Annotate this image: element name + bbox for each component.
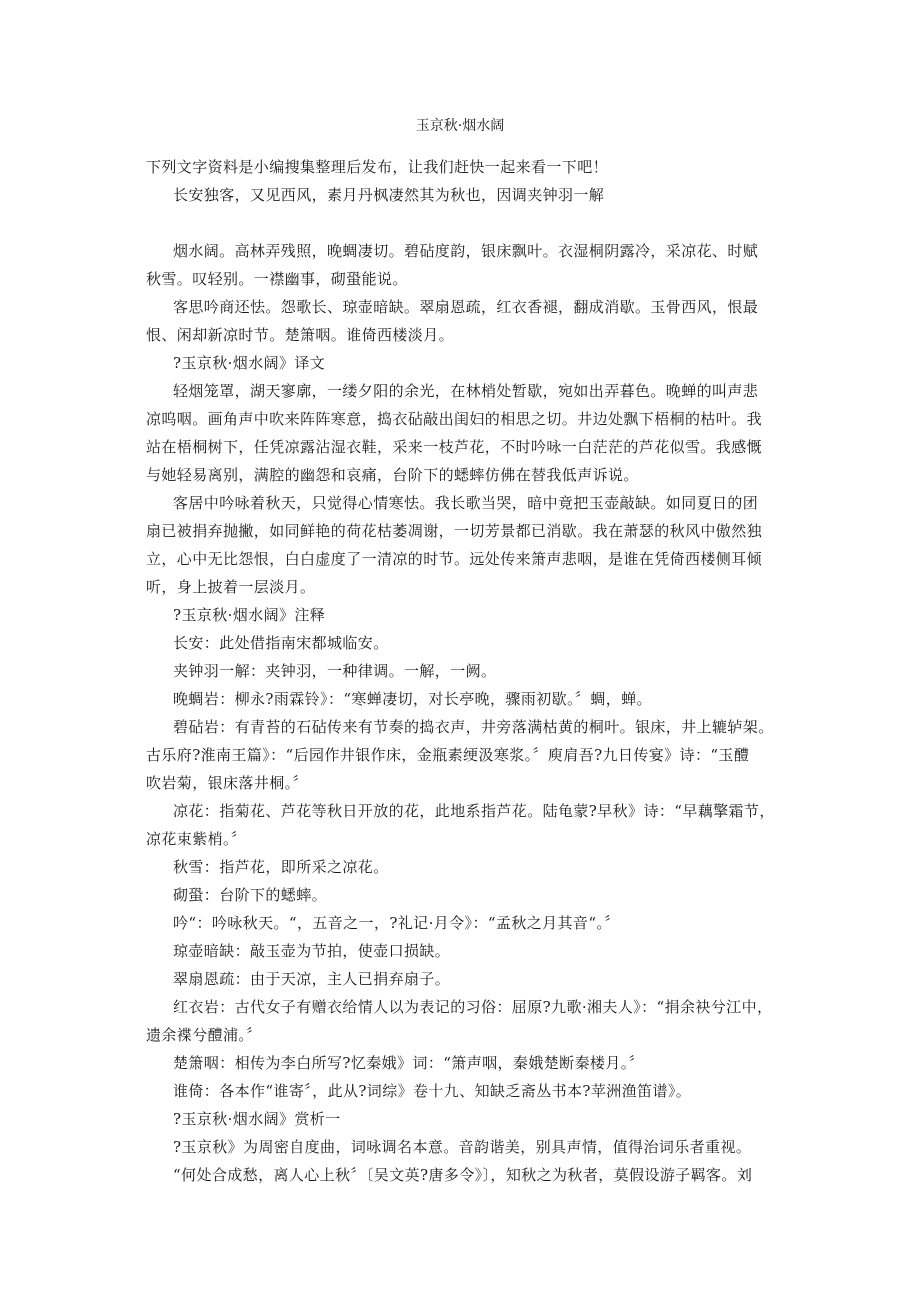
text-line: 吟“：吟咏秋天。“，五音之一，?礼记·月令》：“孟秋之月其音“。〞 [173,914,620,932]
text-line: 下列文字资料是小编搜集整理后发布，让我们赶快一起来看一下吧！ [146,158,609,176]
text-line: 客居中吟咏着秋天，只觉得心情寒怯。我长歌当哭，暗中竟把玉壶敲缺。如同夏日的团 [173,494,759,512]
text-line: ?玉京秋·烟水阔》注释 [173,606,326,624]
text-line: “何处合成愁，离人心上秋〞〔吴文英?唐多令》〕，知秋之为秋者，莫假设游子羁客。刘 [173,1166,753,1184]
text-line: 碧砧岩：有青苔的石砧传来有节奏的捣衣声，井旁落满枯黄的桐叶。银床，井上辘轳架。 [173,718,774,736]
text-line: 红衣岩：古代女子有赠衣给情人以为表记的习俗：屈原?九歌·湘夫人》：“捐余袂兮江中， [173,998,773,1016]
text-line: 客思吟商还怯。怨歌长、琼壶暗缺。翠扇恩疏，红衣香褪，翻成消歇。玉骨西风，恨最 [173,298,759,316]
text-line: 砌蛩：台阶下的蟋蟀。 [173,886,328,904]
text-line: 扇已被捐弃抛撇，如同鲜艳的荷花枯萎凋谢，一切芳景都已消歇。我在萧瑟的秋风中傲然独 [146,522,763,540]
text-line: ?玉京秋·烟水阔》赏析一 [173,1110,341,1128]
text-line: 凉花束紫梢。〞 [146,830,247,848]
text-line: 琼壶暗缺：敲玉壶为节拍，使壶口损缺。 [173,942,451,960]
text-line: 夹钟羽一解：夹钟羽，一种律调。一解，一阙。 [173,662,497,680]
text-line: ?玉京秋》为周密自度曲，词咏调名本意。音韵谐美，别具声情，值得治词乐者重视。 [173,1138,752,1156]
text-line: 听，身上披着一层淡月。 [146,578,316,596]
text-line: 烟水阔。高林弄残照，晚蜩凄切。碧砧度韵，银床飘叶。衣湿桐阴露冷，采凉花、时赋 [173,242,759,260]
text-line: 立，心中无比怨恨，白白虚度了一清凉的时节。远处传来箫声悲咽，是谁在凭倚西楼侧耳倾 [146,550,763,568]
text-line: 秋雪：指芦花，即所采之凉花。 [173,858,389,876]
text-line: 站在梧桐树下，任凭凉露沾湿衣鞋，采来一枝芦花，不时吟咏一白茫茫的芦花似雪。我感慨 [146,438,763,456]
text-line: 凉呜咽。画角声中吹来阵阵寒意，捣衣砧敲出闺妇的相思之切。井边处飘下梧桐的枯叶。我 [146,410,763,428]
text-line: 轻烟笼罩，湖天寥廓，一缕夕阳的余光，在林梢处暂歇，宛如出弄暮色。晚蝉的叫声悲 [173,382,759,400]
text-line: 翠扇恩疏：由于天凉，主人已捐弃扇子。 [173,970,451,988]
text-line: 与她轻易离别，满腔的幽怨和哀痛，台阶下的蟋蟀仿佛在替我低声诉说。 [146,466,639,484]
document-title: 玉京秋·烟水阔 [415,118,505,134]
text-line: 楚箫咽：相传为李白所写?忆秦娥》词：“箫声咽，秦娥楚断秦楼月。〞 [173,1054,645,1072]
text-line: 凉花：指菊花、芦花等秋日开放的花，此地系指芦花。陆龟蒙?早秋》诗：“早藕擎霜节， [173,802,775,820]
text-line: 长安独客，又见西风，素月丹枫凄然其为秋也，因调夹钟羽一解 [173,186,605,204]
text-line: 吹岩菊，银床落井桐。〞 [146,774,308,792]
text-line: ?玉京秋·烟水阔》译文 [173,354,326,372]
text-line: 古乐府?淮南王篇》：“后园作井银作床，金瓶素绠汲寒浆。〞庾肩吾?九日传宴》诗：“玉醴 [146,746,750,764]
text-line: 长安：此处借指南宋都城临安。 [173,634,389,652]
text-line: 恨、闲却新凉时节。楚箫咽。谁倚西楼淡月。 [146,326,455,344]
text-line: 秋雪。叹轻别。一襟幽事，砌蛩能说。 [146,270,408,288]
text-line: 谁倚：各本作“谁寄〞，此从?词综》卷十九、知缺乏斋丛书本?苹洲渔笛谱》。 [173,1082,692,1100]
text-line: 遗余褋兮醴浦。〞 [146,1026,262,1044]
text-line: 晚蜩岩：柳永?雨霖铃》：“寒蝉凄切，对长亭晚，骤雨初歇。〞蜩，蝉。 [173,690,652,708]
